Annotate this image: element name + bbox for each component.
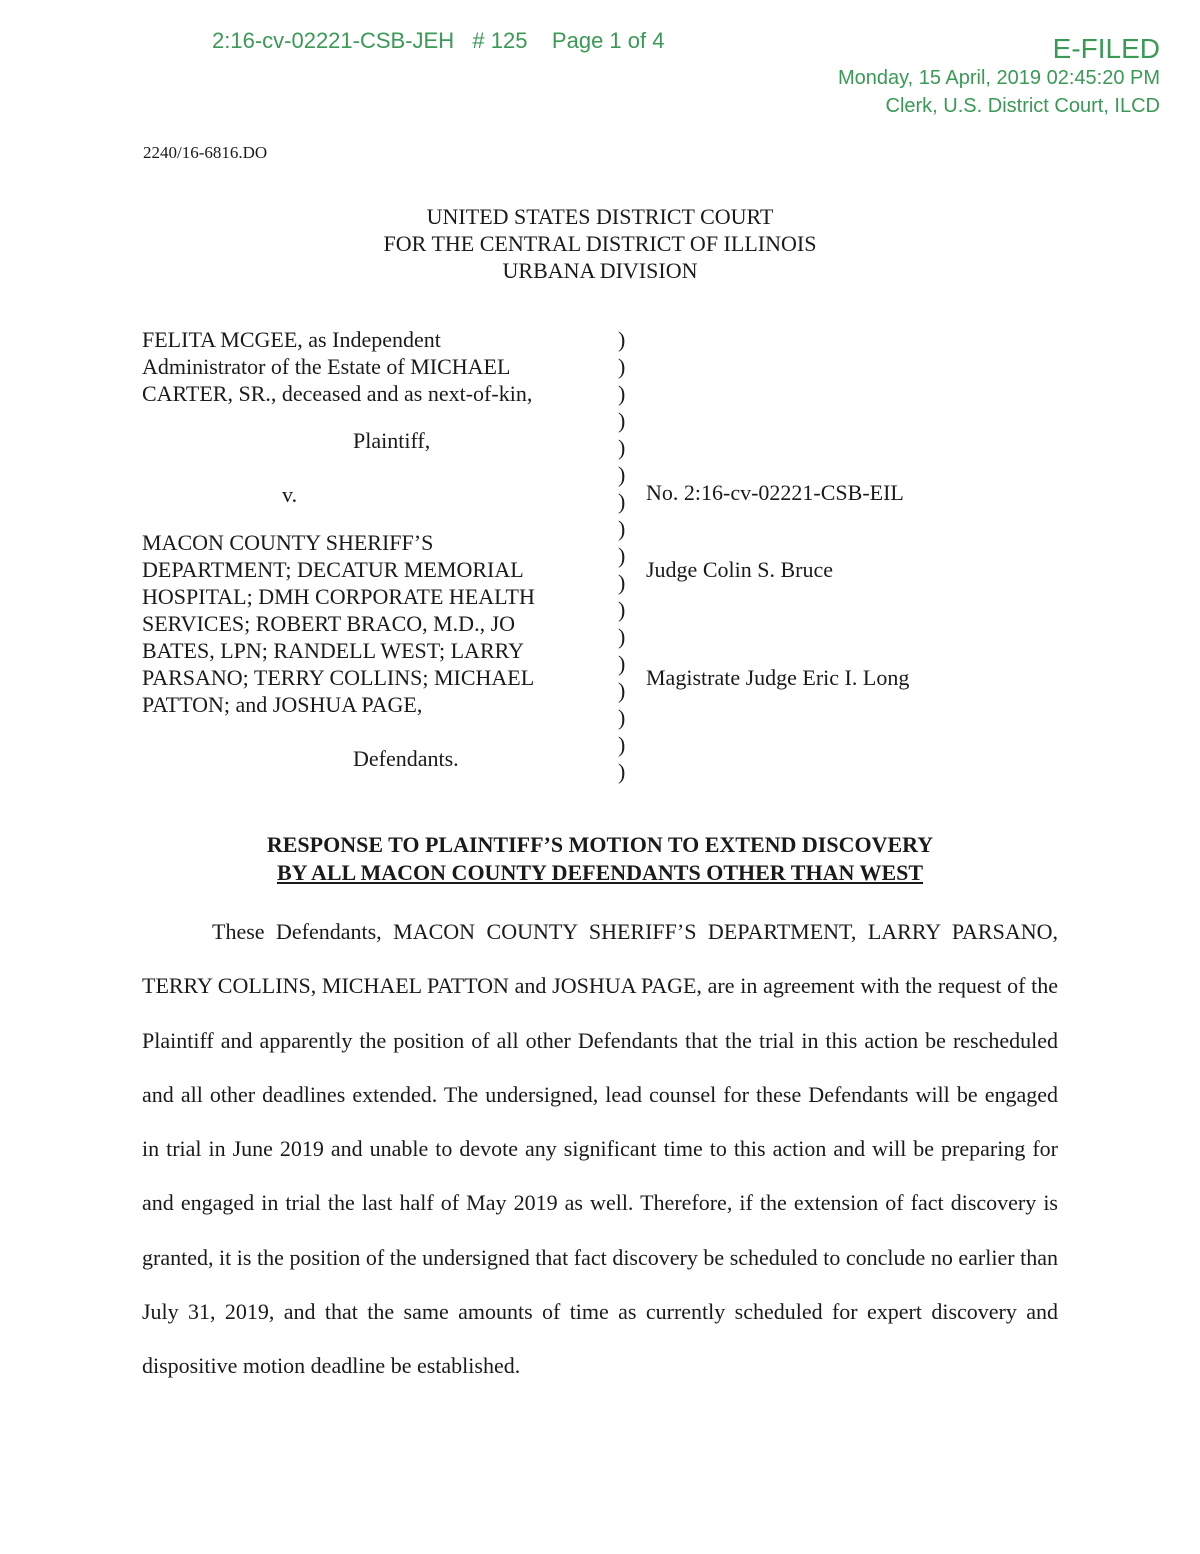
- body-paragraph: These Defendants, MACON COUNTY SHERIFF’S DEPARTMENT, LARRY PARSANO, TERRY COLLINS, MICHAEL PATTON and JOSHUA PAGE, are in agreement with the request of the Plaintiff and apparently the position of all other Defendants that the trial in this action be rescheduled and all other deadlines extended. The undersigned, lead counsel for these Defendants will be engaged in trial in June 2019 and unable to devote any significant time to this action and will be preparing for and engaged in trial the last half of May 2019 as well. Therefore, if the extension of fact discovery is granted, it is the position of the undersigned that fact discovery be scheduled to conclude no earlier than July 31, 2019, and that the same amounts of time as currently scheduled for expert discovery and dispositive motion deadline be established.: [142, 919, 1058, 1379]
- defendant-line: MACON COUNTY SHERIFF’S: [142, 530, 434, 555]
- paren: ): [618, 354, 626, 379]
- paren: ): [618, 543, 626, 568]
- paren: ): [618, 678, 626, 703]
- file-code: 2240/16-6816.DO: [143, 143, 268, 162]
- paren: ): [618, 651, 626, 676]
- title-line-2: BY ALL MACON COUNTY DEFENDANTS OTHER THAN WEST: [276, 860, 924, 885]
- efiled-datetime: Monday, 15 April, 2019 02:45:20 PM: [837, 67, 1160, 89]
- defendant-line: PATTON; and JOSHUA PAGE,: [142, 692, 423, 717]
- plaintiff-line: Administrator of the Estate of MICHAEL: [142, 354, 511, 379]
- court-line-1: UNITED STATES DISTRICT COURT: [426, 204, 774, 229]
- paren: ): [618, 408, 626, 433]
- plaintiff-line: CARTER, SR., deceased and as next-of-kin,: [142, 381, 533, 406]
- court-line-3: URBANA DIVISION: [502, 258, 698, 283]
- paren: ): [618, 570, 626, 595]
- paren: ): [618, 732, 626, 757]
- paren: ): [618, 381, 626, 406]
- magistrate-judge: Magistrate Judge Eric I. Long: [646, 665, 910, 690]
- efiled-clerk: Clerk, U.S. District Court, ILCD: [885, 95, 1160, 117]
- defendant-line: SERVICES; ROBERT BRACO, M.D., JO: [142, 611, 516, 636]
- defendants-role: Defendants.: [353, 746, 459, 771]
- paren: ): [618, 624, 626, 649]
- paren: ): [618, 327, 626, 352]
- paren: ): [618, 705, 626, 730]
- paren: ): [618, 489, 626, 514]
- title-line-1: RESPONSE TO PLAINTIFF’S MOTION TO EXTEND DISCOVERY: [266, 832, 934, 857]
- court-heading: [0, 203, 1200, 284]
- paren: ): [618, 597, 626, 622]
- paren: ): [618, 435, 626, 460]
- defendant-line: HOSPITAL; DMH CORPORATE HEALTH: [142, 584, 535, 609]
- plaintiff-line: FELITA MCGEE, as Independent: [142, 327, 441, 352]
- case-number: No. 2:16-cv-02221-CSB-EIL: [646, 480, 904, 505]
- plaintiff-name: [142, 326, 592, 407]
- document-title: [0, 831, 1200, 887]
- efiled-stamp: [838, 34, 1160, 120]
- paren: ): [618, 516, 626, 541]
- caption-parentheses: [618, 326, 625, 785]
- filing-stamp-left: 2:16-cv-02221-CSB-JEH # 125 Page 1 of 4: [212, 28, 665, 53]
- paren: ): [618, 759, 626, 784]
- paren: ): [618, 462, 626, 487]
- efiled-label: E-FILED: [1052, 33, 1160, 64]
- defendants-list: [142, 529, 535, 718]
- defendant-line: DEPARTMENT; DECATUR MEMORIAL: [142, 557, 524, 582]
- judge: Judge Colin S. Bruce: [646, 557, 833, 582]
- defendant-line: PARSANO; TERRY COLLINS; MICHAEL: [142, 665, 535, 690]
- plaintiff-role: Plaintiff,: [353, 428, 431, 453]
- caption-parties: [142, 326, 592, 771]
- versus: v.: [282, 482, 298, 507]
- court-line-2: FOR THE CENTRAL DISTRICT OF ILLINOIS: [383, 231, 817, 256]
- defendant-line: BATES, LPN; RANDELL WEST; LARRY: [142, 638, 524, 663]
